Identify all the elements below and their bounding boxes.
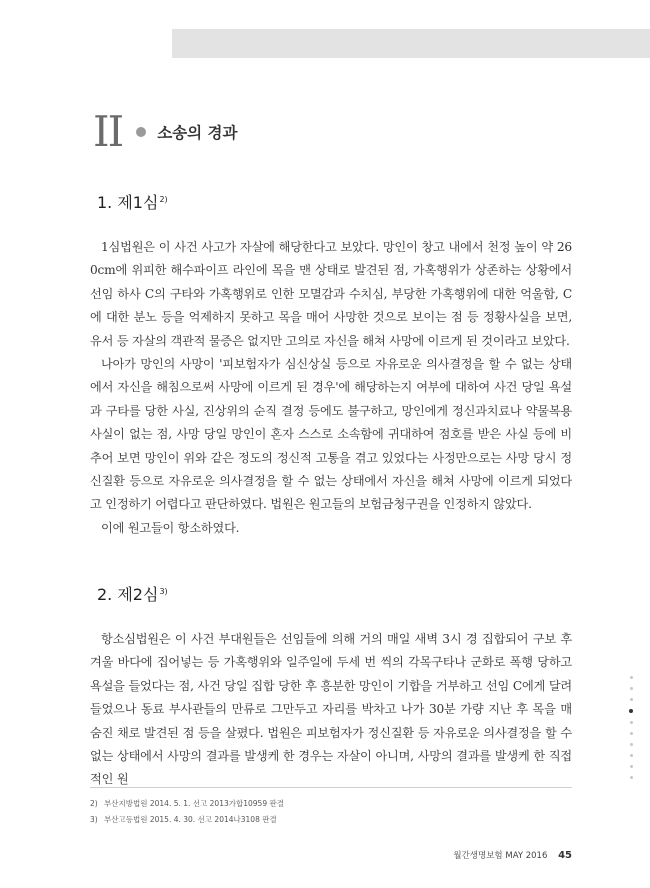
footnote-item xyxy=(90,796,284,812)
section-number: II xyxy=(93,107,123,156)
publication-name: 월간생명보험 xyxy=(453,851,503,861)
page-position-indicator xyxy=(629,676,635,787)
footnote-divider xyxy=(90,787,572,788)
page-number: 45 xyxy=(558,850,572,861)
subsection-1-body xyxy=(90,236,572,540)
page-footer xyxy=(453,849,572,861)
footnotes xyxy=(90,796,284,828)
footnote-number: 3) xyxy=(90,815,98,824)
subsection-2-body xyxy=(90,628,572,792)
section-title: 소송의 경과 xyxy=(157,124,238,142)
paragraph: 나아가 망인의 사망이 '피보험자가 심신상실 등으로 자유로운 의사결정을 할 수 없는 상태에서 자신을 해침으로써 사망에 이르게 된 경우'에 해당하는지 여부에 대하여 사건 당일 욕설과 구타를 당한 사실, 진상위의 순직 결정 등에도 불구하고, 망인에게 정신과치료나 약물복용사실이 없는 점, 사망 당일 망인이 혼자 스스로 소속함에 귀대하여 점호를 받은 사실 등에 비추어 보면 망인이 위와 같은 정도의 정신적 고통을 겪고 있었다는 사정만으로는 사망 당시 정신질환 등으로 자유로운 의사결정을 할 수 없는 상태에서 자신을 해쳐 사망에 이르게 되었다고 인정하기 어렵다고 판단하였다. 법원은 원고들의 보험금청구권을 인정하지 않았다. xyxy=(90,357,572,512)
footnote-ref-2[interactable]: 2) xyxy=(159,195,168,204)
subsection-2-heading xyxy=(97,582,168,605)
footnote-number: 2) xyxy=(90,799,98,808)
header-band xyxy=(172,29,650,58)
subsection-1-title: 1. 제1심 xyxy=(97,193,159,212)
bullet-icon xyxy=(136,127,146,137)
section-heading xyxy=(93,107,238,156)
paragraph: 이에 원고들이 항소하였다. xyxy=(101,520,240,535)
footnote-text: 부산고등법원 2015. 4. 30. 선고 2014나3108 판결 xyxy=(104,815,277,824)
footnote-text: 부산지방법원 2014. 5. 1. 선고 2013가합10959 판결 xyxy=(104,799,284,808)
paragraph: 1심법원은 이 사건 사고가 자살에 해당한다고 보았다. 망인이 창고 내에서 천정 높이 약 260cm에 위피한 해수파이프 라인에 목을 맨 상태로 발견된 점, 가혹행위가 상존하는 상황에서 선임 하사 C의 구타와 가혹행위로 인한 모멸감과 수치심, 부당한 가혹행위에 대한 억울함, C에 대한 분노 등을 억제하지 못하고 목을 매어 사망한 것으로 보이는 점 등 정황사실을 보면, 유서 등 자살의 객관적 물증은 없지만 고의로 자신을 해쳐 사망에 이르게 된 것이라고 보았다. xyxy=(90,240,572,348)
subsection-2-title: 2. 제2심 xyxy=(97,585,159,604)
subsection-1-heading xyxy=(97,190,168,213)
footnote-ref-3[interactable]: 3) xyxy=(159,587,168,596)
issue-date: MAY 2016 xyxy=(505,851,548,861)
paragraph: 항소심법원은 이 사건 부대원들은 선임들에 의해 거의 매일 새벽 3시 경 집합되어 구보 후 겨울 바다에 집어넣는 등 가혹행위와 일주일에 두세 번 씩의 각목구타나 군화로 폭행 당하고 욕설을 들었다는 점, 사건 당일 집합 당한 후 흥분한 망인이 기합을 거부하고 선임 C에게 달려들었으나 동료 부사관들의 만류로 그만두고 자리를 박차고 나가 30분 가량 지난 후 목을 매 숨진 채로 발견된 점 등을 살폈다. 법원은 피보험자가 정신질환 등 자유로운 의사결정을 할 수 없는 상태에서 사망의 결과를 발생케 한 경우는 자살이 아니며, 사망의 결과를 발생케 한 직접적인 원 xyxy=(90,632,572,787)
footnote-item xyxy=(90,812,284,828)
